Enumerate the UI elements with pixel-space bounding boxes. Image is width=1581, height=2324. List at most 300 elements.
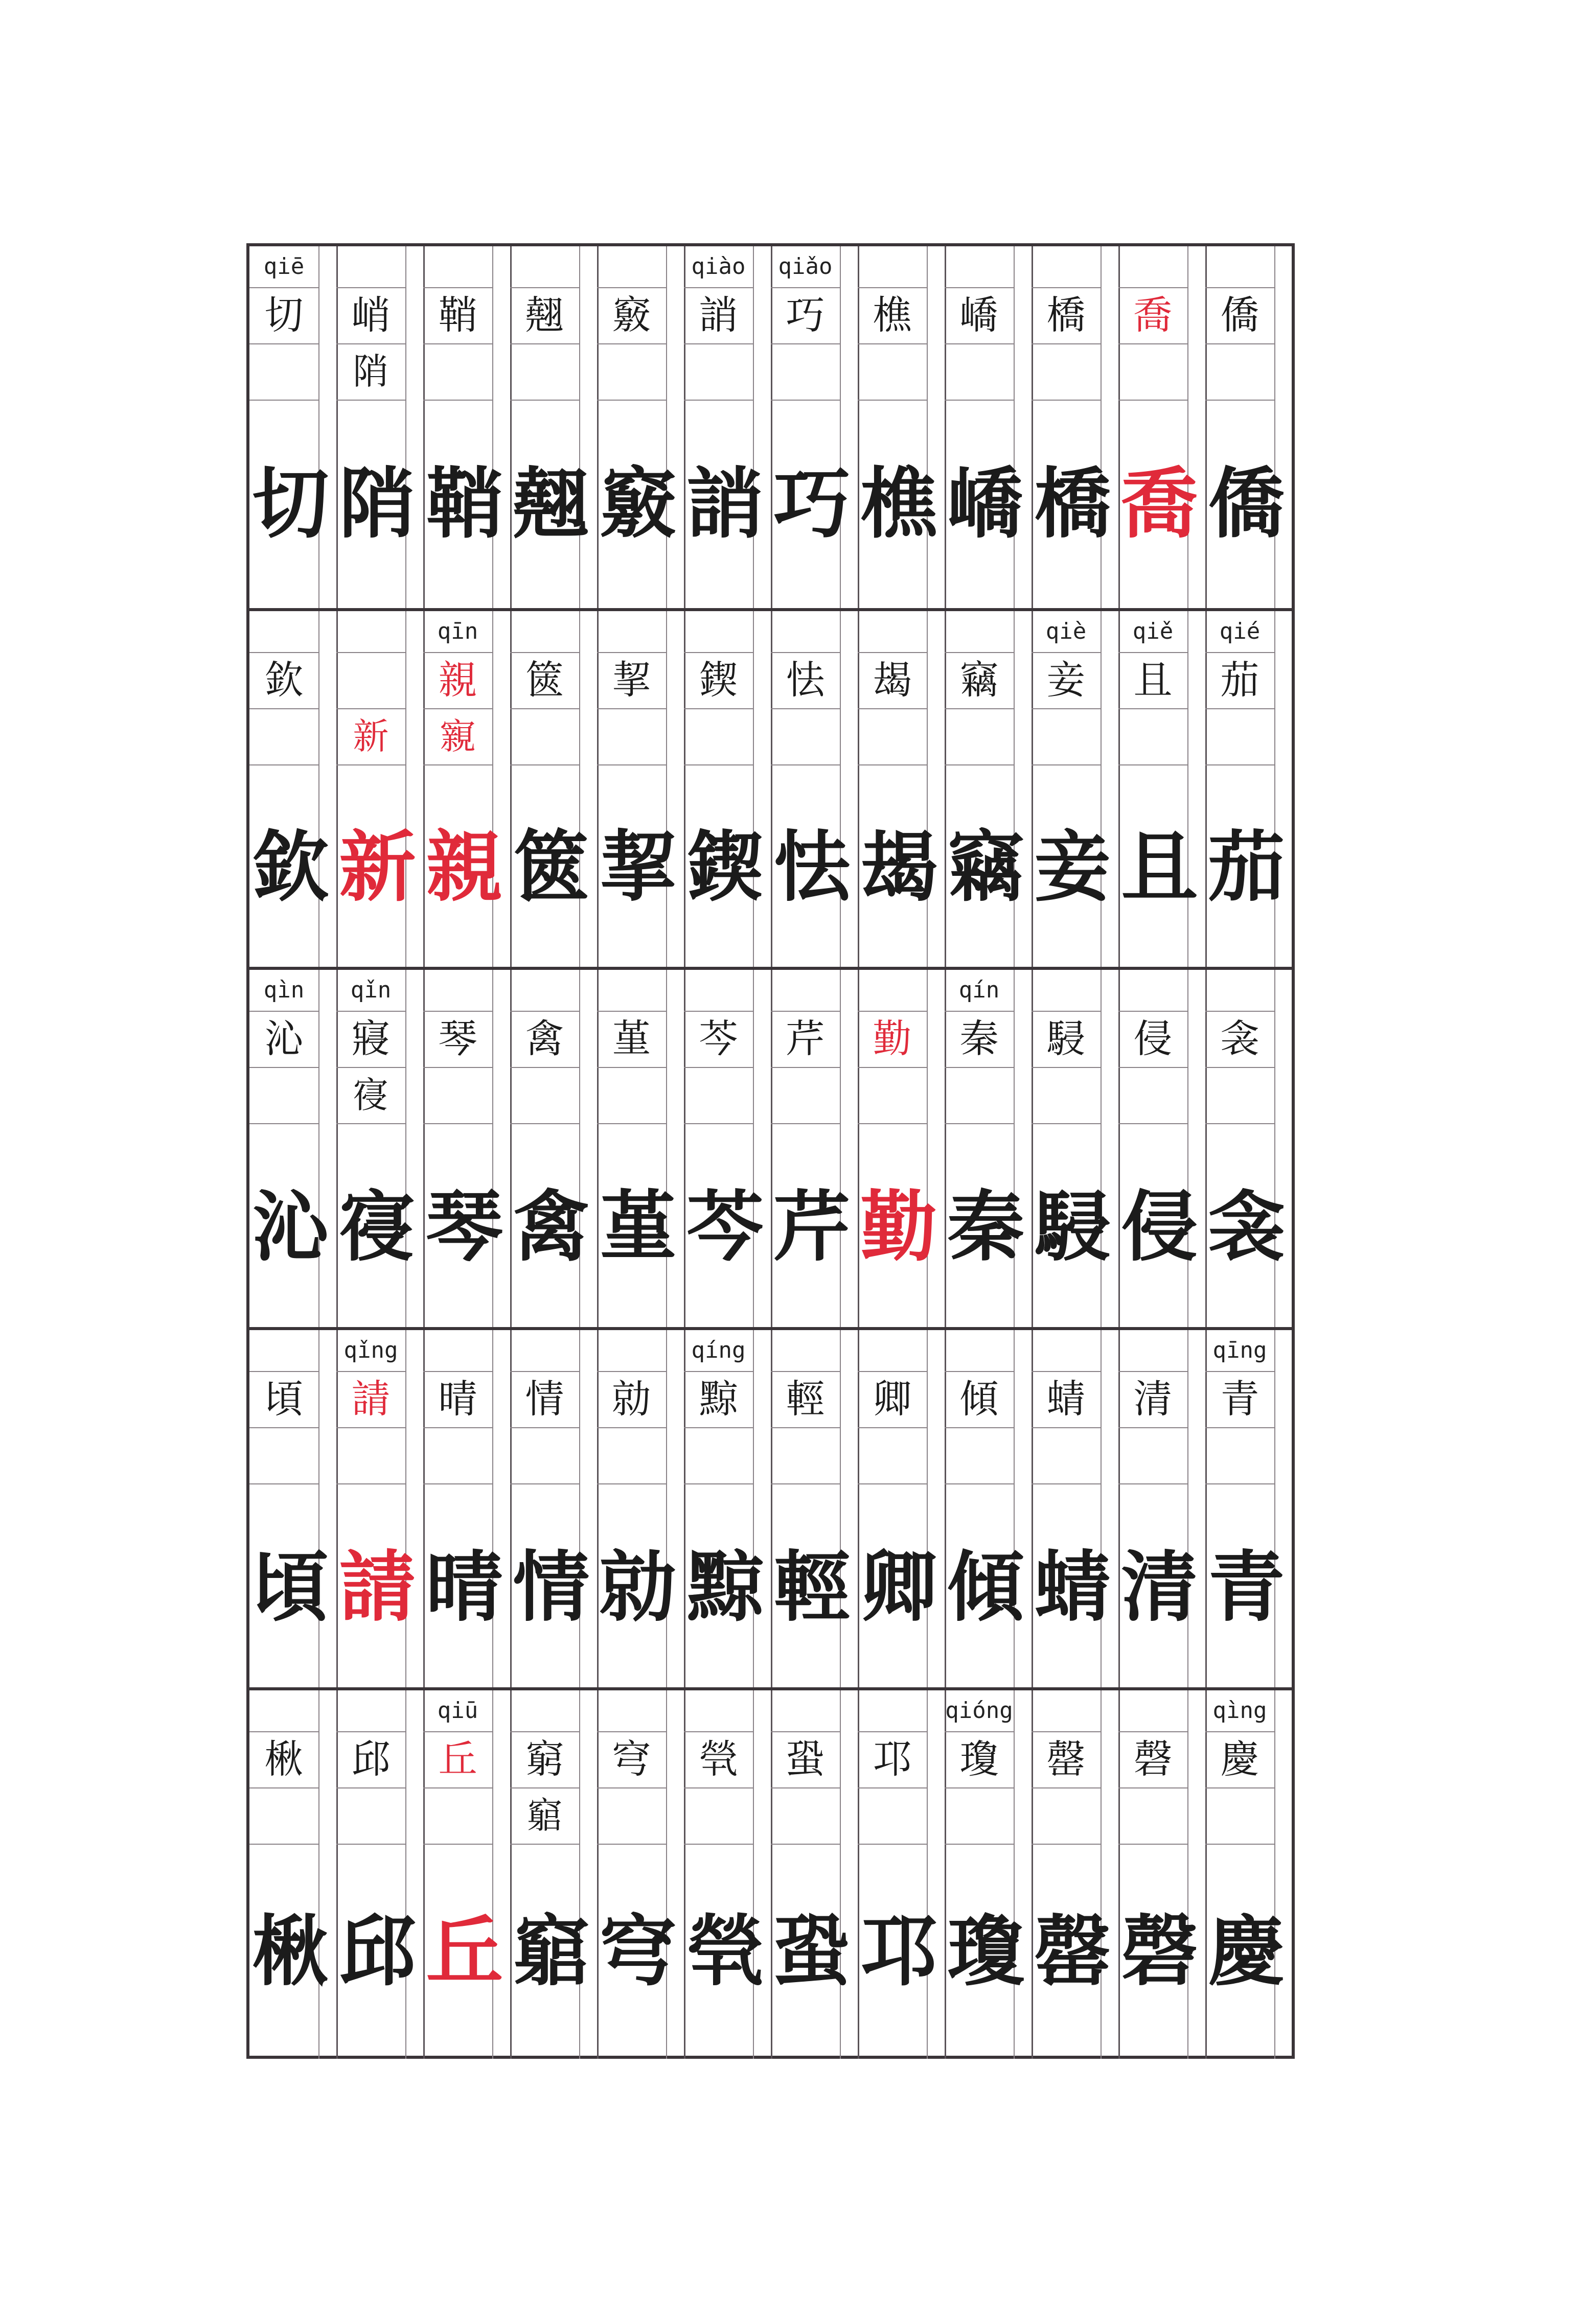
- seal-script-glyph: 芩: [673, 1186, 764, 1258]
- variant-character: [945, 708, 1014, 765]
- guide-line: [1014, 246, 1015, 608]
- variant-character: [1118, 708, 1187, 765]
- variant-character: [249, 1067, 318, 1124]
- pinyin-label: [1205, 246, 1274, 288]
- pinyin-label: [945, 246, 1014, 288]
- guide-line: [1187, 611, 1188, 970]
- variant-character: [945, 343, 1014, 401]
- regular-character: 邛: [858, 1731, 927, 1788]
- regular-character: [336, 652, 405, 709]
- regular-character: 茄: [1205, 652, 1274, 709]
- pinyin-label: [858, 611, 927, 653]
- character-column: [413, 970, 510, 1330]
- variant-character: 寑: [336, 1067, 405, 1124]
- pinyin-label: [684, 1690, 753, 1732]
- pinyin-label: qíng: [684, 1330, 753, 1372]
- pinyin-label: qié: [1205, 611, 1274, 653]
- character-column: [1195, 1330, 1292, 1690]
- pinyin-label: [858, 1690, 927, 1732]
- seal-script-glyph: 芹: [760, 1186, 851, 1258]
- regular-character: 穹: [597, 1731, 666, 1788]
- variant-character: [597, 343, 666, 401]
- guide-line: [927, 970, 928, 1330]
- variant-character: [597, 1067, 666, 1124]
- seal-script-glyph: 喬: [1108, 463, 1198, 534]
- regular-character: 竊: [945, 652, 1014, 709]
- variant-character: [597, 1427, 666, 1484]
- seal-script-glyph: 橋: [1021, 463, 1111, 534]
- pinyin-label: [1118, 246, 1187, 288]
- seal-script-glyph: 樵: [847, 463, 937, 534]
- variant-character: 寴: [423, 708, 492, 765]
- variant-character: [423, 1067, 492, 1124]
- seal-script-glyph: 翹: [499, 463, 590, 534]
- guide-line: [753, 970, 754, 1330]
- guide-line: [927, 611, 928, 970]
- regular-character: 芹: [771, 1011, 840, 1068]
- character-column: [1108, 246, 1205, 608]
- regular-character: 芩: [684, 1011, 753, 1068]
- pinyin-label: [771, 970, 840, 1012]
- guide-line: [1014, 1330, 1015, 1690]
- guide-line: [666, 970, 667, 1330]
- table-row: [239, 967, 1292, 1330]
- pinyin-label: [249, 611, 318, 653]
- character-column: [586, 1690, 684, 2059]
- seal-script-glyph: 新: [326, 826, 416, 898]
- seal-script-glyph: 罄: [1021, 1910, 1111, 1982]
- guide-line: [840, 1690, 841, 2059]
- guide-line: [1274, 1330, 1275, 1690]
- seal-script-glyph: 楸: [239, 1910, 329, 1982]
- guide-line: [1014, 1690, 1015, 2059]
- regular-character: 鞘: [423, 287, 492, 344]
- guide-line: [753, 611, 754, 970]
- seal-script-glyph: 勤: [847, 1186, 937, 1258]
- guide-line: [492, 970, 493, 1330]
- character-column: [239, 611, 336, 970]
- regular-character: 翹: [510, 287, 579, 344]
- regular-character: 且: [1118, 652, 1187, 709]
- table-row: [239, 1687, 1292, 2059]
- pinyin-label: qiū: [423, 1690, 492, 1732]
- guide-line: [405, 1690, 406, 2059]
- seal-script-glyph: 邱: [326, 1910, 416, 1982]
- seal-script-glyph: 傾: [934, 1546, 1024, 1618]
- regular-character: 篋: [510, 652, 579, 709]
- character-column: [934, 611, 1032, 970]
- variant-character: [423, 1787, 492, 1845]
- guide-line: [666, 1330, 667, 1690]
- guide-line: [492, 611, 493, 970]
- guide-line: [405, 1330, 406, 1690]
- pinyin-label: [336, 1690, 405, 1732]
- seal-script-glyph: 晴: [413, 1546, 503, 1618]
- regular-character: 勍: [597, 1371, 666, 1428]
- regular-character: 僑: [1205, 287, 1274, 344]
- variant-character: [1032, 1787, 1101, 1845]
- guide-line: [492, 1330, 493, 1690]
- variant-character: [771, 1067, 840, 1124]
- variant-character: [1205, 1067, 1274, 1124]
- guide-line: [318, 1330, 319, 1690]
- regular-character: 楸: [249, 1731, 318, 1788]
- guide-line: [1014, 970, 1015, 1330]
- character-column: [847, 246, 945, 608]
- regular-character: 邱: [336, 1731, 405, 1788]
- seal-script-glyph: 竅: [586, 463, 677, 534]
- pinyin-label: [510, 246, 579, 288]
- regular-character: 沁: [249, 1011, 318, 1068]
- pinyin-label: qiào: [684, 246, 753, 288]
- regular-character: 怯: [771, 652, 840, 709]
- character-column: [413, 1690, 510, 2059]
- pinyin-label: [597, 1690, 666, 1732]
- regular-character: 樵: [858, 287, 927, 344]
- pinyin-label: [684, 970, 753, 1012]
- guide-line: [1274, 1690, 1275, 2059]
- seal-script-glyph: 琴: [413, 1186, 503, 1258]
- guide-line: [927, 246, 928, 608]
- guide-line: [318, 611, 319, 970]
- regular-character: 磬: [1118, 1731, 1187, 1788]
- pinyin-label: [336, 246, 405, 288]
- guide-line: [405, 970, 406, 1330]
- character-column: [499, 970, 597, 1330]
- regular-character: 蜻: [1032, 1371, 1101, 1428]
- character-column: [1195, 1690, 1292, 2059]
- regular-character: 罄: [1032, 1731, 1101, 1788]
- regular-character: 誚: [684, 287, 753, 344]
- pinyin-label: [1032, 246, 1101, 288]
- seal-script-glyph: 蛩: [760, 1910, 851, 1982]
- seal-script-glyph: 頃: [239, 1546, 329, 1618]
- seal-script-glyph: 邛: [847, 1910, 937, 1982]
- variant-character: [858, 1067, 927, 1124]
- character-column: [847, 1690, 945, 2059]
- character-column: [847, 611, 945, 970]
- regular-character: 傾: [945, 1371, 1014, 1428]
- variant-character: [1032, 708, 1101, 765]
- guide-line: [753, 1330, 754, 1690]
- regular-character: 親: [423, 652, 492, 709]
- guide-line: [666, 611, 667, 970]
- pinyin-label: [249, 1330, 318, 1372]
- character-column: [1195, 970, 1292, 1330]
- table-row: [239, 608, 1292, 970]
- seal-script-glyph: 鍥: [673, 826, 764, 898]
- pinyin-label: qìn: [249, 970, 318, 1012]
- variant-character: [1032, 343, 1101, 401]
- regular-character: 慶: [1205, 1731, 1274, 1788]
- regular-character: 鍥: [684, 652, 753, 709]
- regular-character: 煢: [684, 1731, 753, 1788]
- guide-line: [579, 1330, 580, 1690]
- pinyin-label: qǐn: [336, 970, 405, 1012]
- variant-character: [249, 343, 318, 401]
- character-column: [847, 970, 945, 1330]
- variant-character: [771, 708, 840, 765]
- variant-character: 陗: [336, 343, 405, 401]
- seal-script-glyph: 請: [326, 1546, 416, 1618]
- variant-character: [945, 1067, 1014, 1124]
- pinyin-label: qióng: [945, 1690, 1014, 1732]
- character-column: [760, 1330, 858, 1690]
- character-column: [760, 970, 858, 1330]
- guide-line: [492, 246, 493, 608]
- character-column: [1021, 1330, 1118, 1690]
- character-column: [239, 246, 336, 608]
- pinyin-label: [510, 611, 579, 653]
- pinyin-label: [423, 246, 492, 288]
- character-column: [326, 1330, 423, 1690]
- guide-line: [1187, 246, 1188, 608]
- pinyin-label: [510, 1690, 579, 1732]
- guide-line: [1274, 246, 1275, 608]
- regular-character: 寢: [336, 1011, 405, 1068]
- guide-line: [927, 1690, 928, 2059]
- regular-character: 欽: [249, 652, 318, 709]
- variant-character: [684, 343, 753, 401]
- character-column: [499, 1330, 597, 1690]
- seal-script-glyph: 衾: [1195, 1186, 1285, 1258]
- regular-character: 挈: [597, 652, 666, 709]
- seal-script-glyph: 誚: [673, 463, 764, 534]
- guide-line: [1014, 611, 1015, 970]
- seal-script-glyph: 竊: [934, 826, 1024, 898]
- character-column: [1021, 1690, 1118, 2059]
- regular-character: 清: [1118, 1371, 1187, 1428]
- variant-character: [1032, 1067, 1101, 1124]
- regular-character: 勤: [858, 1011, 927, 1068]
- pinyin-label: [1118, 1690, 1187, 1732]
- pinyin-label: [336, 611, 405, 653]
- variant-character: [771, 343, 840, 401]
- seal-script-glyph: 堇: [586, 1186, 677, 1258]
- character-column: [760, 246, 858, 608]
- seal-script-glyph: 侵: [1108, 1186, 1198, 1258]
- character-column: [934, 246, 1032, 608]
- regular-character: 駸: [1032, 1011, 1101, 1068]
- character-column: [326, 970, 423, 1330]
- guide-line: [492, 1690, 493, 2059]
- guide-line: [1187, 970, 1188, 1330]
- pinyin-label: qìng: [1205, 1690, 1274, 1732]
- regular-character: 禽: [510, 1011, 579, 1068]
- variant-character: [510, 1067, 579, 1124]
- seal-script-glyph: 秦: [934, 1186, 1024, 1258]
- variant-character: [1205, 1787, 1274, 1845]
- regular-character: 切: [249, 287, 318, 344]
- pinyin-label: [1205, 970, 1274, 1012]
- variant-character: [1032, 1427, 1101, 1484]
- pinyin-label: [1032, 1330, 1101, 1372]
- guide-line: [927, 1330, 928, 1690]
- seal-script-glyph: 青: [1195, 1546, 1285, 1618]
- guide-line: [840, 1330, 841, 1690]
- guide-line: [753, 1690, 754, 2059]
- pinyin-label: [1032, 1690, 1101, 1732]
- character-column: [499, 246, 597, 608]
- regular-character: 秦: [945, 1011, 1014, 1068]
- seal-script-glyph: 勍: [586, 1546, 677, 1618]
- guide-line: [318, 1690, 319, 2059]
- guide-line: [1187, 1330, 1188, 1690]
- variant-character: 新: [336, 708, 405, 765]
- character-column: [1195, 246, 1292, 608]
- variant-character: [771, 1427, 840, 1484]
- regular-character: 堇: [597, 1011, 666, 1068]
- character-column: [326, 611, 423, 970]
- pinyin-label: qiǎo: [771, 246, 840, 288]
- pinyin-label: [510, 1330, 579, 1372]
- seal-script-glyph: 怯: [760, 826, 851, 898]
- regular-character: 峭: [336, 287, 405, 344]
- guide-line: [579, 1690, 580, 2059]
- table-row: [239, 246, 1292, 608]
- seal-script-glyph: 茄: [1195, 826, 1285, 898]
- regular-character: 窮: [510, 1731, 579, 1788]
- pinyin-label: [1118, 1330, 1187, 1372]
- guide-line: [318, 970, 319, 1330]
- regular-character: 喬: [1118, 287, 1187, 344]
- character-column: [934, 1690, 1032, 2059]
- character-column: [1021, 246, 1118, 608]
- variant-character: [249, 708, 318, 765]
- variant-character: [684, 1067, 753, 1124]
- variant-character: [510, 1427, 579, 1484]
- character-column: [934, 970, 1032, 1330]
- pinyin-label: [249, 1690, 318, 1732]
- guide-line: [1274, 611, 1275, 970]
- pinyin-label: [510, 970, 579, 1012]
- seal-script-glyph: 挈: [586, 826, 677, 898]
- pinyin-label: [945, 1330, 1014, 1372]
- seal-script-glyph: 巧: [760, 463, 851, 534]
- regular-character: 橋: [1032, 287, 1101, 344]
- pinyin-label: [423, 970, 492, 1012]
- seal-script-glyph: 清: [1108, 1546, 1198, 1618]
- seal-script-glyph: 鞘: [413, 463, 503, 534]
- pinyin-label: [945, 611, 1014, 653]
- variant-character: [249, 1427, 318, 1484]
- regular-character: 晴: [423, 1371, 492, 1428]
- seal-script-glyph: 情: [499, 1546, 590, 1618]
- character-column: [760, 611, 858, 970]
- variant-character: [858, 708, 927, 765]
- pinyin-label: [858, 970, 927, 1012]
- pinyin-label: [1032, 970, 1101, 1012]
- regular-character: 妾: [1032, 652, 1101, 709]
- seal-script-glyph: 僑: [1195, 463, 1285, 534]
- variant-character: [858, 1427, 927, 1484]
- character-column: [1108, 611, 1205, 970]
- regular-character: 輕: [771, 1371, 840, 1428]
- guide-line: [840, 611, 841, 970]
- variant-character: [423, 1427, 492, 1484]
- pinyin-label: [597, 1330, 666, 1372]
- guide-line: [1101, 1330, 1102, 1690]
- character-column: [586, 246, 684, 608]
- guide-line: [579, 970, 580, 1330]
- guide-line: [1101, 246, 1102, 608]
- regular-character: 朅: [858, 652, 927, 709]
- character-column: [847, 1330, 945, 1690]
- variant-character: [1205, 1427, 1274, 1484]
- character-column: [673, 1690, 771, 2059]
- seal-script-glyph: 且: [1108, 826, 1198, 898]
- regular-character: 頃: [249, 1371, 318, 1428]
- variant-character: [684, 1427, 753, 1484]
- pinyin-label: qīn: [423, 611, 492, 653]
- variant-character: [597, 1787, 666, 1845]
- character-table: [239, 243, 1295, 2059]
- variant-character: [1118, 343, 1187, 401]
- regular-character: 請: [336, 1371, 405, 1428]
- seal-script-glyph: 磬: [1108, 1910, 1198, 1982]
- guide-line: [1101, 1690, 1102, 2059]
- pinyin-label: [1118, 970, 1187, 1012]
- guide-line: [753, 246, 754, 608]
- pinyin-label: qín: [945, 970, 1014, 1012]
- variant-character: [684, 708, 753, 765]
- pinyin-label: [684, 611, 753, 653]
- regular-character: 竅: [597, 287, 666, 344]
- guide-line: [840, 970, 841, 1330]
- variant-character: [945, 1787, 1014, 1845]
- pinyin-label: qiè: [1032, 611, 1101, 653]
- seal-script-glyph: 竆: [499, 1910, 590, 1982]
- character-column: [934, 1330, 1032, 1690]
- table-row: [239, 1327, 1292, 1690]
- character-column: [1021, 611, 1118, 970]
- regular-character: 巧: [771, 287, 840, 344]
- character-column: [1195, 611, 1292, 970]
- variant-character: [1118, 1787, 1187, 1845]
- character-column: [239, 970, 336, 1330]
- seal-script-glyph: 沁: [239, 1186, 329, 1258]
- seal-script-glyph: 嶠: [934, 463, 1024, 534]
- seal-script-glyph: 欽: [239, 826, 329, 898]
- character-column: [499, 1690, 597, 2059]
- character-column: [1021, 970, 1118, 1330]
- character-column: [326, 1690, 423, 2059]
- variant-character: [249, 1787, 318, 1845]
- pinyin-label: qīng: [1205, 1330, 1274, 1372]
- variant-character: [510, 708, 579, 765]
- guide-line: [1187, 1690, 1188, 2059]
- regular-character: 丘: [423, 1731, 492, 1788]
- guide-line: [666, 1690, 667, 2059]
- character-column: [413, 611, 510, 970]
- variant-character: [858, 343, 927, 401]
- regular-character: 侵: [1118, 1011, 1187, 1068]
- character-column: [239, 1330, 336, 1690]
- seal-script-glyph: 陗: [326, 463, 416, 534]
- regular-character: 情: [510, 1371, 579, 1428]
- seal-script-glyph: 蜻: [1021, 1546, 1111, 1618]
- character-column: [586, 970, 684, 1330]
- variant-character: [336, 1427, 405, 1484]
- seal-script-glyph: 駸: [1021, 1186, 1111, 1258]
- pinyin-label: [597, 611, 666, 653]
- character-column: [1108, 970, 1205, 1330]
- pinyin-label: [423, 1330, 492, 1372]
- guide-line: [666, 246, 667, 608]
- seal-script-glyph: 慶: [1195, 1910, 1285, 1982]
- variant-character: [336, 1787, 405, 1845]
- variant-character: [684, 1787, 753, 1845]
